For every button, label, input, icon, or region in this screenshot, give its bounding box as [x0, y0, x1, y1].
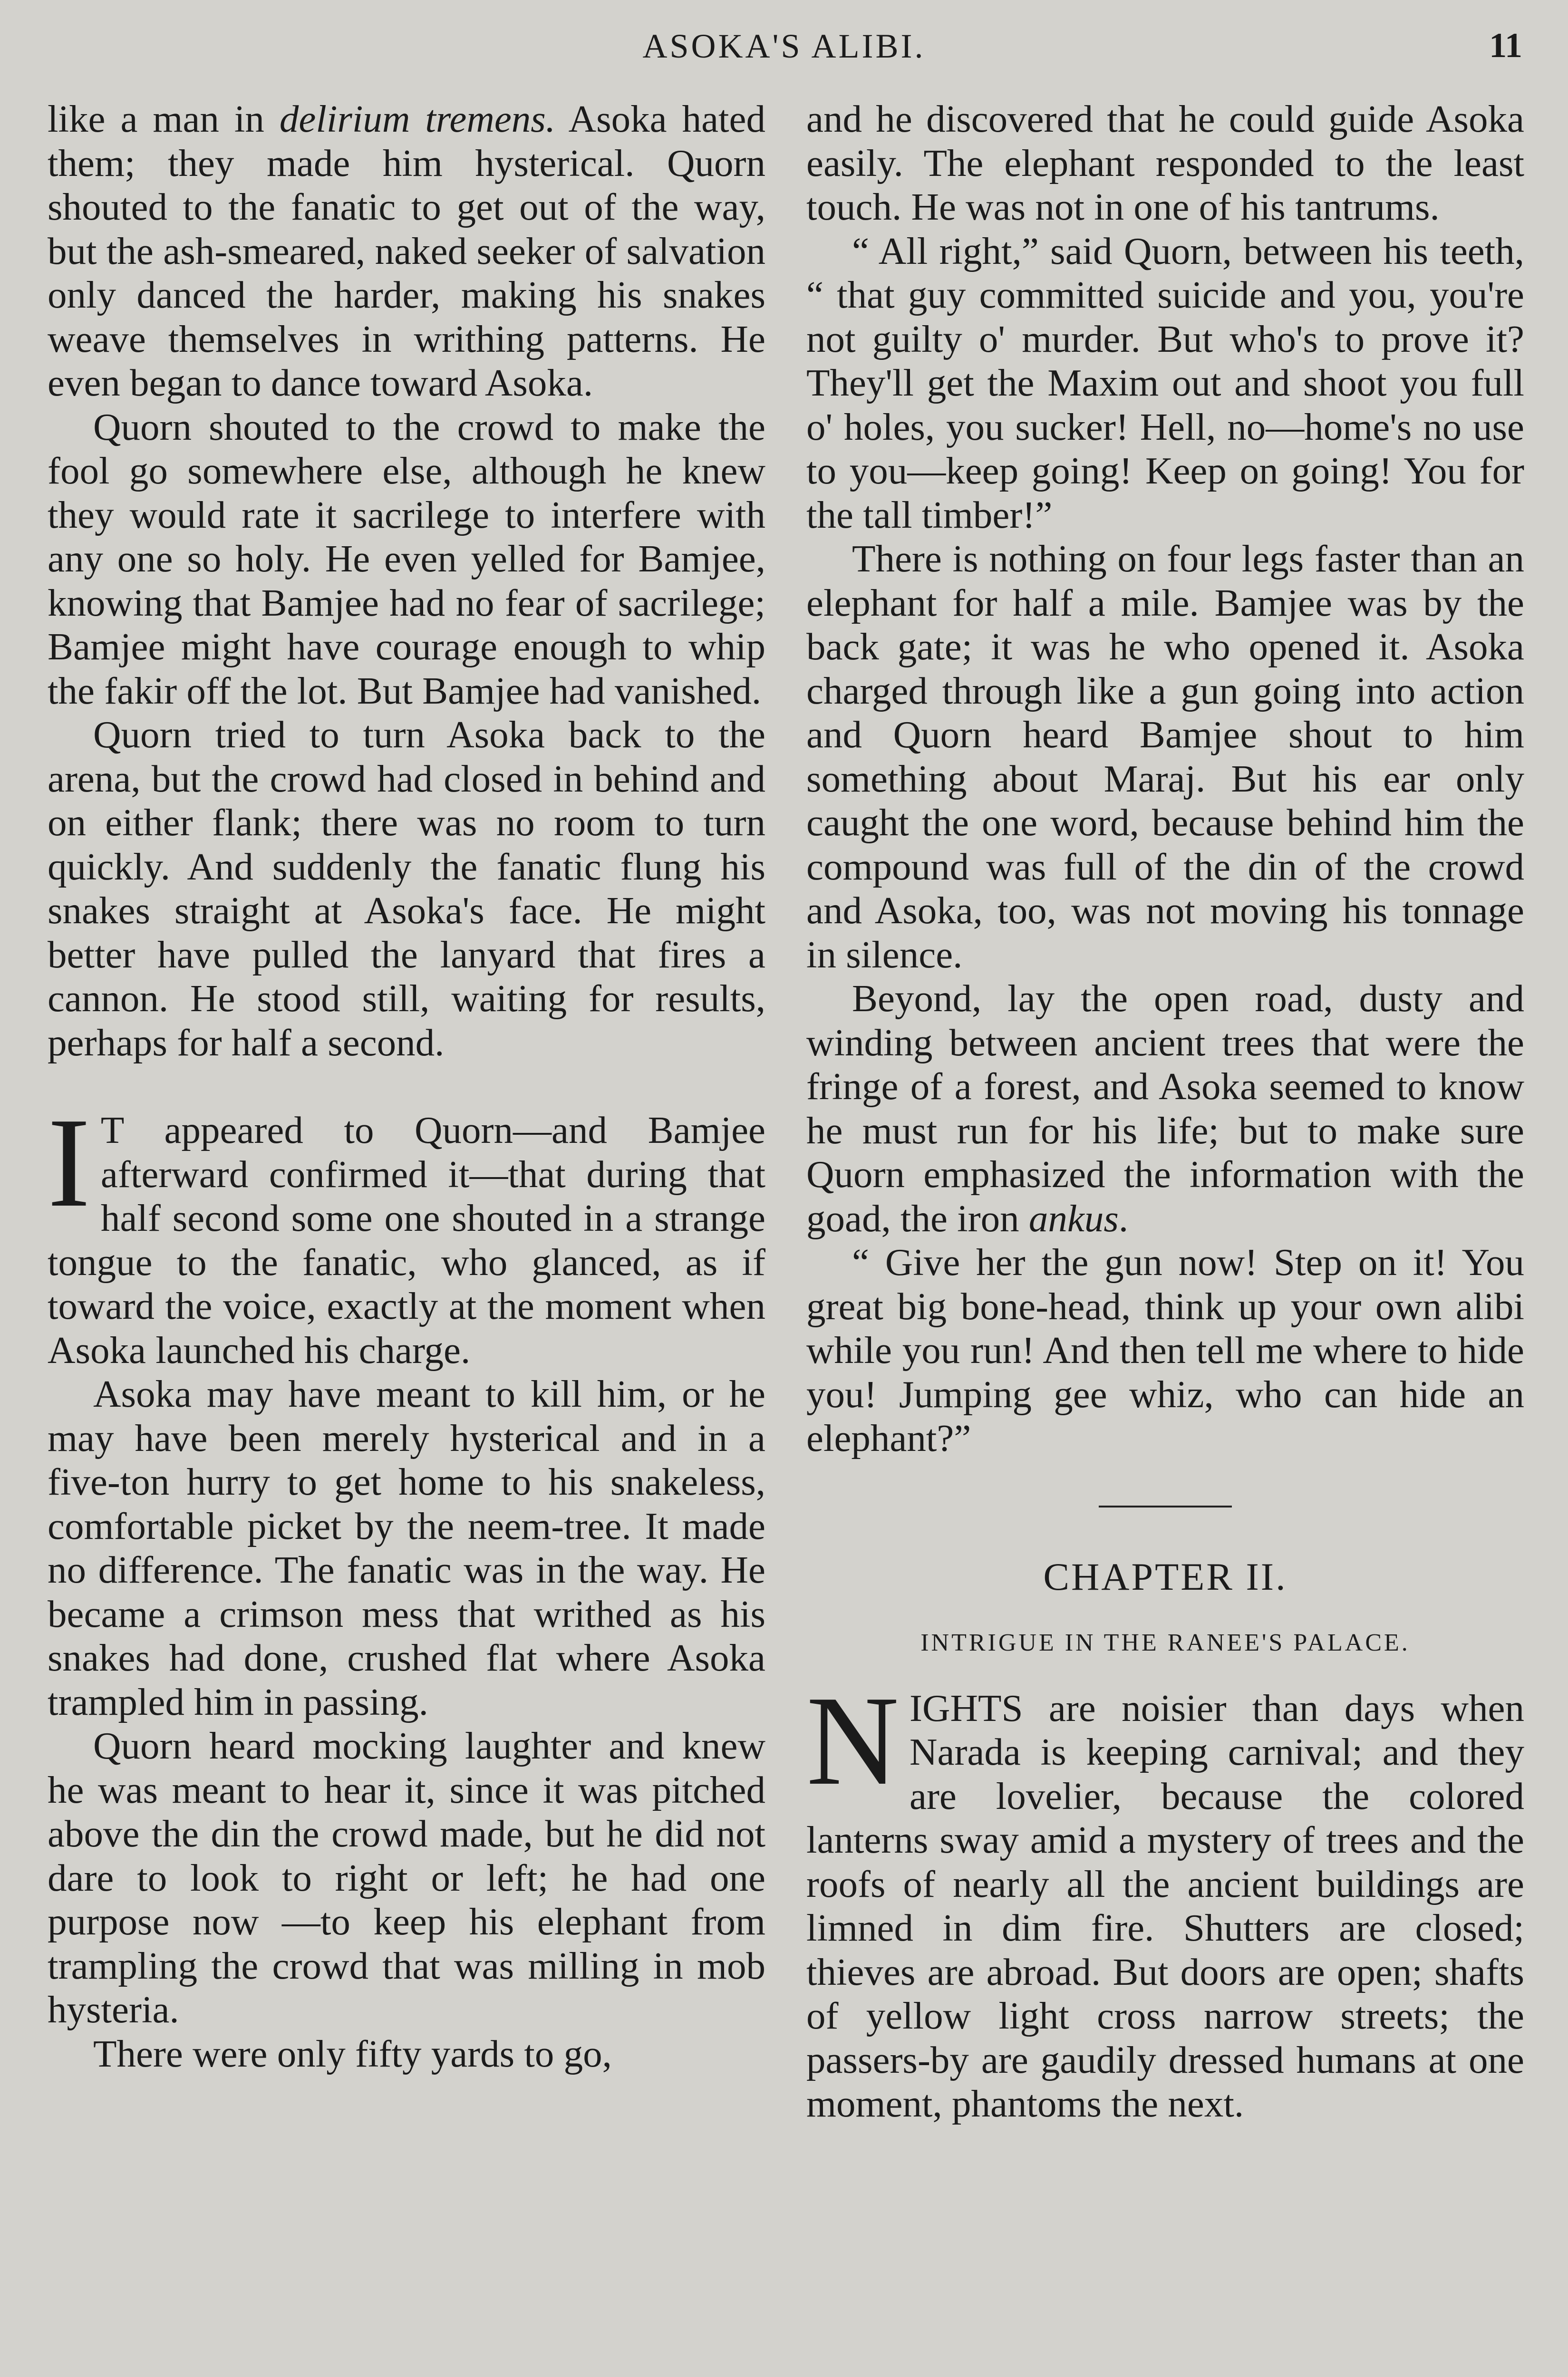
text-run: Beyond, lay the open road, dusty and winding between ancient trees that were the fringe of a forest, and Asoka seemed to know he must run for his life; but to make sure Quorn emphasized the information with the goad, the iron [806, 977, 1524, 1240]
paragraph: Quorn heard mocking laughter and knew he was meant to hear it, since it was pitched above the din the crowd made, but he did not dare to look to right or left; he had one purpose now —to keep his elephant from trampling the crowd that was milling in mob hysteria. [48, 1724, 765, 2031]
italic-text: delirium tremens. [279, 97, 556, 140]
chapter-title: CHAPTER II. [1043, 1555, 1287, 1598]
paragraph [806, 976, 1524, 1240]
text-run: like a man in [48, 97, 280, 140]
paragraph [48, 97, 765, 405]
italic-text: ankus [1028, 1197, 1119, 1240]
section-break [48, 1064, 765, 1108]
paragraph: Asoka may have meant to kill him, or he may have been merely hysterical and in a five-ton hurry to get home to his snakeless, comfortable picket by the neem-tree. It made no difference. The fanatic was in the way. He became a crimson mess that writhed as his snakes had done, crushed flat where Asoka trampled him in passing. [48, 1372, 765, 1723]
text-run: T appeared to Quorn—and Bamjee afterward confirmed it—that during that half second some one shouted in a strange tongue to the fanatic, who glanced, as if toward the voice, exactly at the moment when Asoka launched his charge. [48, 1109, 765, 1372]
paragraph: and he discovered that he could guide Asoka easily. The elephant responded to the least touch. He was not in one of his tantrums. [806, 97, 1524, 228]
page-number: 11 [1489, 26, 1522, 65]
text-run: IGHTS are noisier than days when Narada is keeping carnival; and they are lovelier, because the colored lanterns sway amid a mystery of trees and the roofs of nearly all the ancient buildings are limned in dim fire. Shutters are closed; thieves are abroad. But doors are open; shafts of yellow light cross narrow streets; the passers-by are gaudily dressed humans at one moment, phantoms the next. [806, 1686, 1524, 2125]
paragraph: Quorn tried to turn Asoka back to the arena, but the crowd had closed in behind and on either flank; there was no room to turn quickly. And suddenly the fanatic flung his snakes straight at Asoka's face. He might better have pulled the lanyard that fires a cannon. He stood still, waiting for results, perhaps for half a second. [48, 713, 765, 1064]
paragraph [48, 1092, 765, 1372]
paragraph: “ Give her the gun now! Step on it! You great big bone-head, think up your own alibi while you run! And then tell me where to hide you! Jumping gee whiz, who can hide an elephant?” [806, 1241, 1524, 1459]
paragraph: There were only fifty yards to go, [93, 2032, 612, 2075]
chapter-subtitle: INTRIGUE IN THE RANEE'S PALACE. [920, 1629, 1410, 1656]
running-title: ASOKA'S ALIBI. [642, 27, 926, 65]
drop-cap: I [48, 1092, 90, 1234]
text-run: Asoka hated them; they made him hysterical. Quorn shouted to the fanatic to get out of the way, but the ash-smeared, naked seeker of salvation only danced the harder, making his snakes weave themselves in writhing patterns. He even began to dance toward Asoka. [48, 97, 765, 404]
right-column [806, 97, 1524, 2126]
drop-cap: N [806, 1669, 899, 1812]
paragraph: There is nothing on four legs faster than an elephant for half a mile. Bamjee was by the back gate; it was he who opened it. Asoka charged through like a gun going into action and Quorn heard Bamjee shout to him something about Maraj. But his ear only caught the one word, because behind him the compound was full of the din of the crowd and Asoka, too, was not moving his tonnage in silence. [806, 537, 1524, 976]
left-column [48, 97, 765, 2076]
paragraph [806, 1669, 1524, 2126]
paragraph: “ All right,” said Quorn, between his teeth, “ that guy committed suicide and you, you're not guilty o' murder. But who's to prove it? They'll get the Maxim out and shoot you full o' holes, you sucker! Hell, no—home's no use to you—keep going! Keep on going! You for the tall timber!” [806, 229, 1524, 536]
page-header [46, 17, 1522, 74]
paragraph: Quorn shouted to the crowd to make the fool go somewhere else, although he knew they would rate it sacrilege to interfere with any one so holy. He even yelled for Bamjee, knowing that Bamjee had no fear of sacrilege; Bamjee might have courage enough to whip the fakir off the lot. But Bamjee had vanished. [48, 405, 765, 712]
text-run: . [1118, 1197, 1129, 1240]
section-rule [1099, 1506, 1232, 1507]
